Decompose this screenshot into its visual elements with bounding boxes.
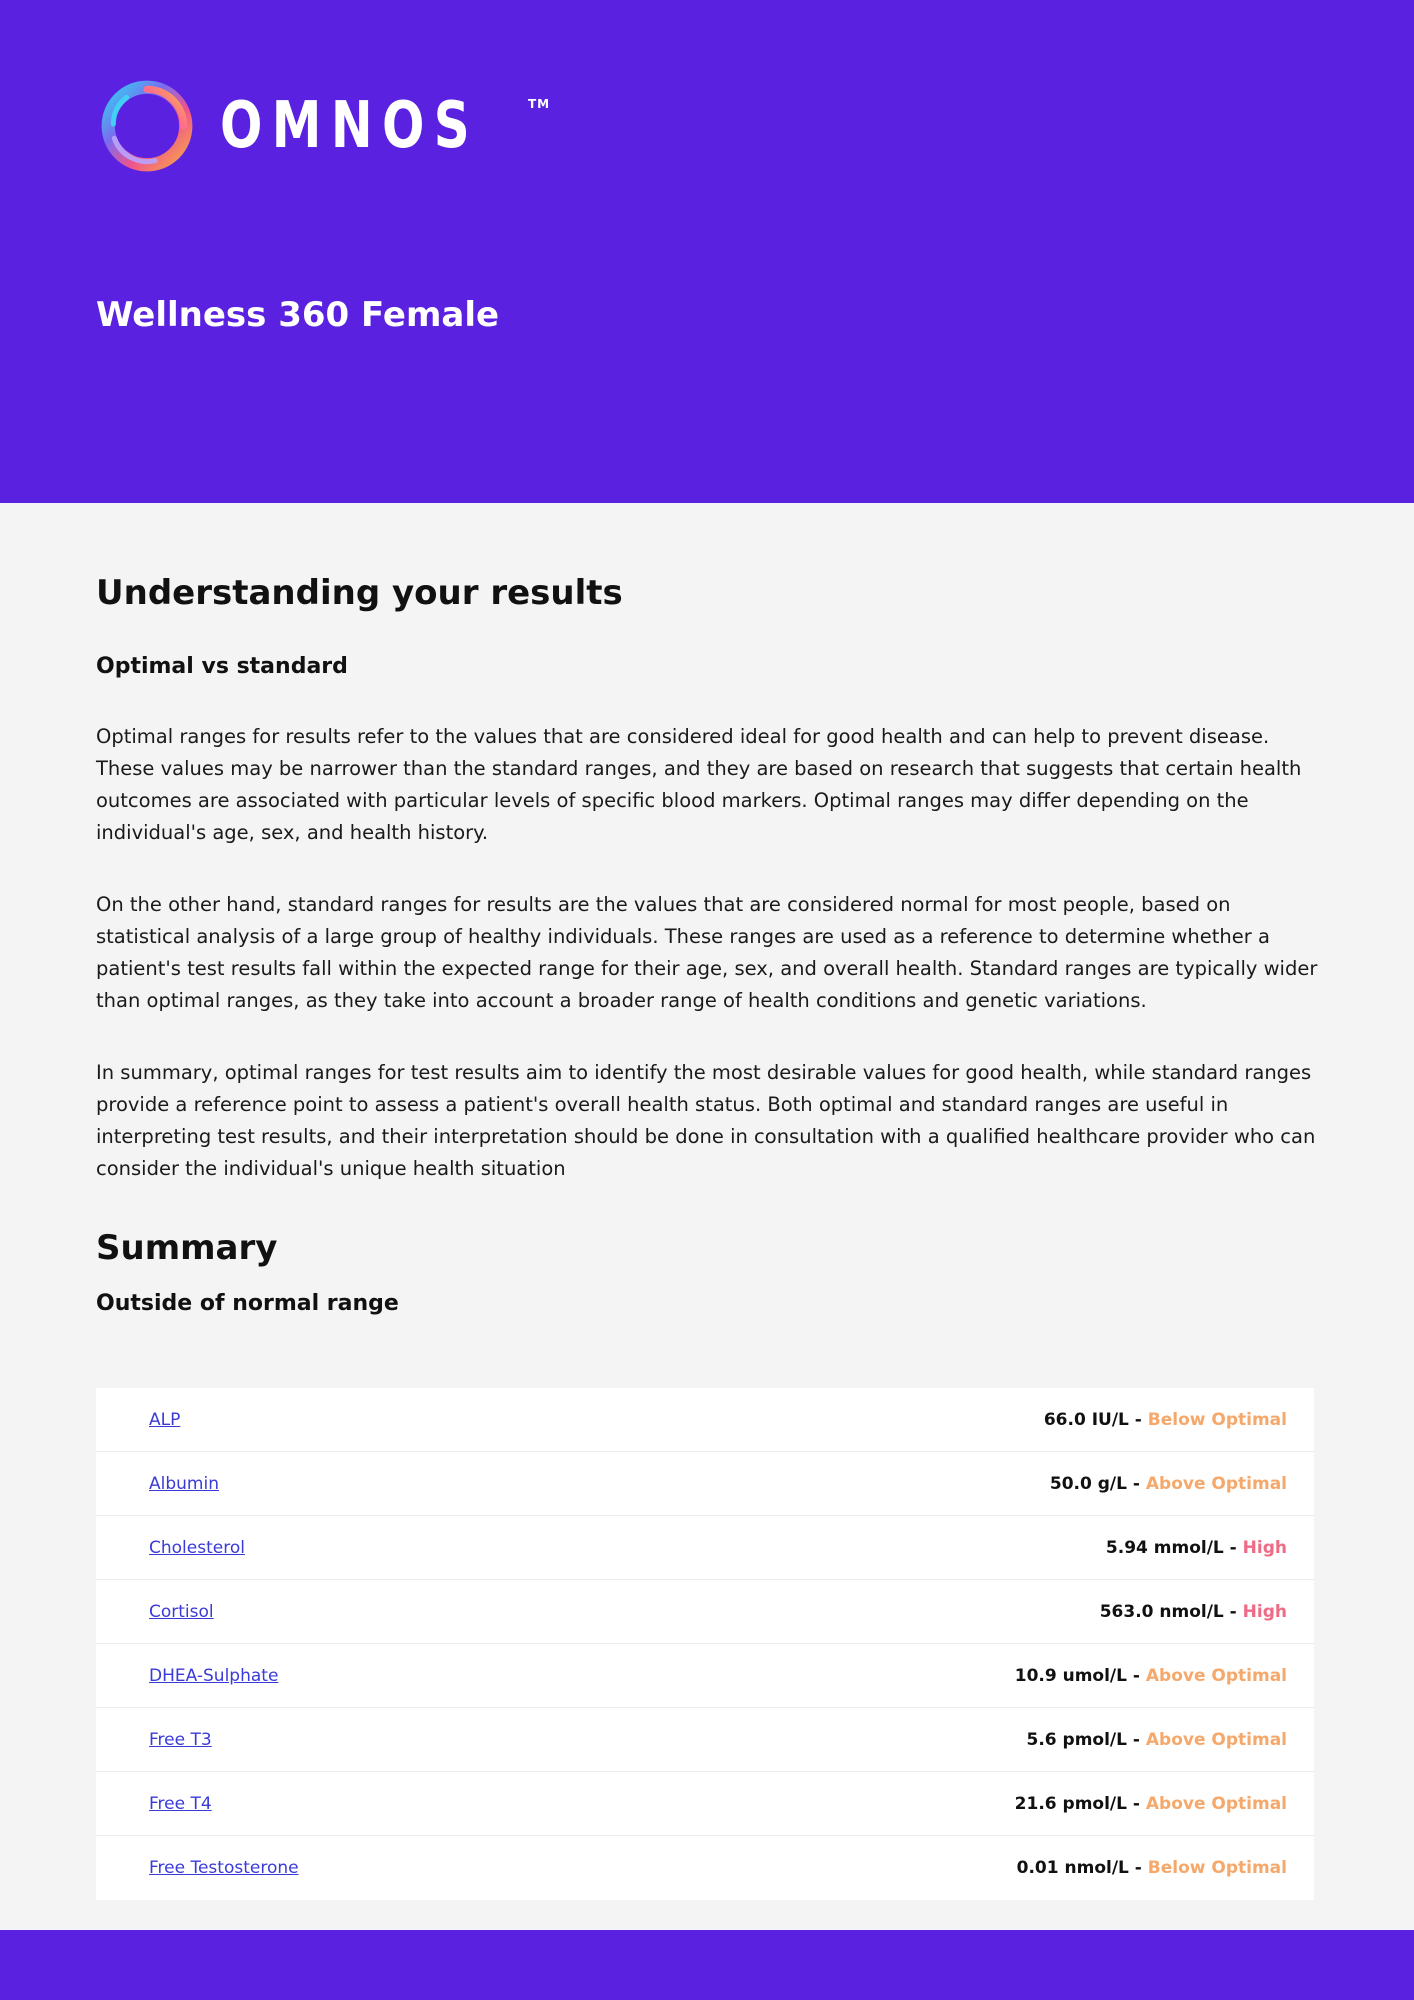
result-value: [1050, 1474, 1287, 1494]
table-row: [96, 1516, 1314, 1580]
result-value: [1027, 1730, 1288, 1750]
status-label: High: [1242, 1537, 1287, 1558]
outside-normal-range-subheading: Outside of normal range: [96, 1291, 399, 1316]
table-row: [96, 1708, 1314, 1772]
result-number: 21.6 pmol/L: [1014, 1793, 1127, 1814]
marker-link-free-t4[interactable]: Free T4: [149, 1793, 212, 1814]
understanding-heading: Understanding your results: [96, 573, 623, 613]
marker-link-dhea-sulphate[interactable]: DHEA-Sulphate: [149, 1665, 279, 1686]
understanding-section: [96, 570, 1316, 1319]
result-separator: -: [1128, 1409, 1148, 1430]
paragraph-standard-ranges: On the other hand, standard ranges for results are the values that are considered normal for most people, based on statistical analysis of a large group of healthy individuals. These ranges are used as a reference to determine whether a patient's test results fall within the expected range for their age, sex, and overall health. Standard ranges are typically wider than optimal ranges, as they take into account a broader range of health conditions and genetic variations.: [96, 893, 1318, 1012]
marker-link-albumin[interactable]: Albumin: [149, 1473, 219, 1494]
marker-link-free-testosterone[interactable]: Free Testosterone: [149, 1858, 299, 1878]
table-row: [96, 1836, 1314, 1900]
marker-link-alp[interactable]: ALP: [149, 1409, 181, 1430]
result-number: 66.0 IU/L: [1043, 1409, 1129, 1430]
status-label: Above Optimal: [1145, 1793, 1287, 1814]
result-separator: -: [1128, 1858, 1148, 1878]
report-header: [0, 0, 1414, 503]
table-row: [96, 1644, 1314, 1708]
brand-logo: [96, 75, 552, 177]
marker-link-cholesterol[interactable]: Cholesterol: [149, 1537, 245, 1558]
result-number: 5.6 pmol/L: [1026, 1729, 1127, 1750]
paragraph-summary: In summary, optimal ranges for test results aim to identify the most desirable values for good health, while standard ranges provide a reference point to assess a patient's overall health status. Both optimal and standard ranges are useful in interpreting test results, and their interpretation should be done in consultation with a qualified healthcare provider who can consider the individual's unique health situation: [96, 1061, 1316, 1180]
result-separator: -: [1126, 1665, 1146, 1686]
result-value: [1106, 1538, 1287, 1558]
result-number: 50.0 g/L: [1049, 1473, 1127, 1494]
status-label: High: [1242, 1601, 1287, 1622]
footer-bar: [0, 1930, 1414, 2000]
result-number: 5.94 mmol/L: [1105, 1537, 1224, 1558]
table-row: [96, 1452, 1314, 1516]
result-number: 10.9 umol/L: [1014, 1665, 1127, 1686]
trademark-symbol: TM: [528, 97, 551, 111]
result-value: [1017, 1858, 1287, 1878]
status-label: Above Optimal: [1145, 1665, 1287, 1686]
status-label: Below Optimal: [1147, 1409, 1287, 1430]
result-separator: -: [1126, 1473, 1146, 1494]
table-row: [96, 1388, 1314, 1452]
results-table: [96, 1388, 1314, 1900]
paragraph-optimal-ranges: Optimal ranges for results refer to the values that are considered ideal for good health and can help to prevent disease. These values may be narrower than the standard ranges, and they are based on research that suggests that certain health outcomes are associated with particular levels of specific blood markers. Optimal ranges may differ depending on the individual's age, sex, and health history.: [96, 725, 1302, 844]
table-row: [96, 1772, 1314, 1836]
optimal-vs-standard-subheading: Optimal vs standard: [96, 654, 348, 679]
status-label: Below Optimal: [1147, 1858, 1287, 1878]
result-separator: -: [1126, 1793, 1146, 1814]
report-title: Wellness 360 Female: [96, 295, 500, 335]
table-row: [96, 1580, 1314, 1644]
marker-link-free-t3[interactable]: Free T3: [149, 1729, 212, 1750]
result-value: [1015, 1666, 1287, 1686]
status-label: Above Optimal: [1145, 1473, 1287, 1494]
result-number: 0.01 nmol/L: [1016, 1858, 1129, 1878]
result-separator: -: [1126, 1729, 1146, 1750]
summary-heading: Summary: [96, 1228, 278, 1268]
marker-link-cortisol[interactable]: Cortisol: [149, 1601, 214, 1622]
result-separator: -: [1223, 1601, 1243, 1622]
result-value: [1100, 1602, 1287, 1622]
brand-wordmark: OMNOS: [220, 89, 480, 163]
omnos-ring-logo-icon: [96, 75, 198, 177]
result-value: [1015, 1794, 1287, 1814]
result-number: 563.0 nmol/L: [1099, 1601, 1224, 1622]
status-label: Above Optimal: [1145, 1729, 1287, 1750]
result-value: [1044, 1410, 1287, 1430]
result-separator: -: [1223, 1537, 1243, 1558]
